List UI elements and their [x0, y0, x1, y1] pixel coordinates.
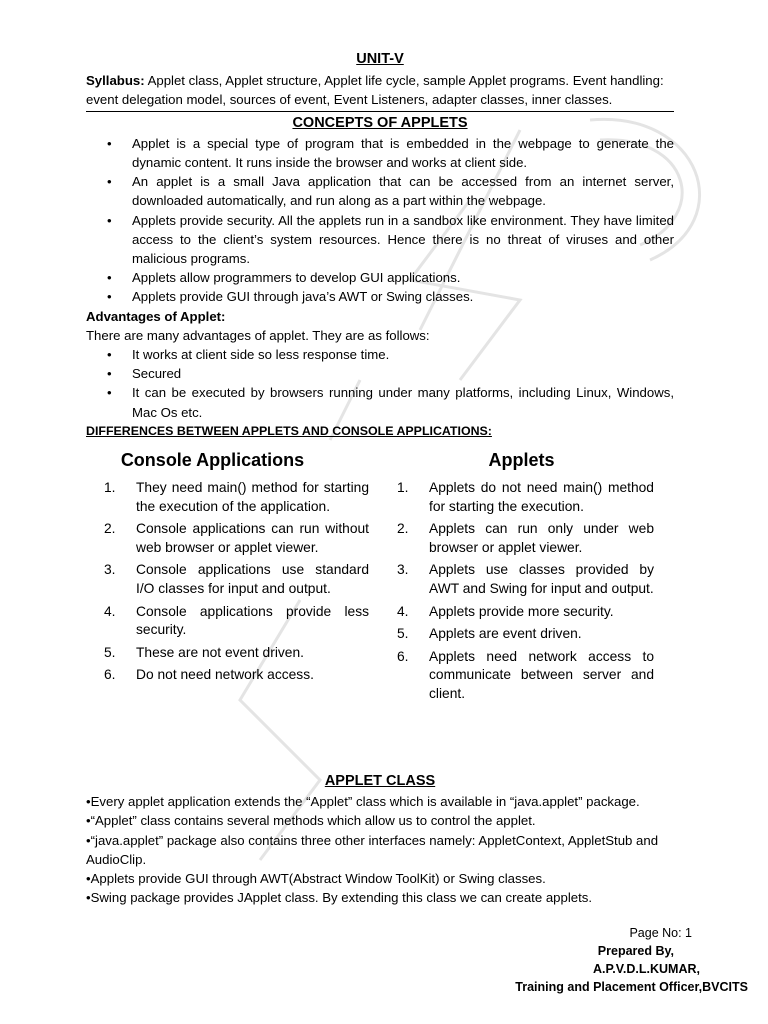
- list-item: [96, 644, 369, 663]
- list-item-text: They need main() method for starting the execution of the application.: [136, 480, 369, 514]
- list-item-text: Secured: [132, 366, 182, 382]
- list-item: [389, 625, 654, 644]
- applet-class-line: •Applets provide GUI through AWT(Abstract Window ToolKit) or Swing classes.: [86, 871, 546, 887]
- bullet-icon: •: [107, 135, 112, 151]
- page-number: Page No: 1: [629, 926, 692, 940]
- list-item-text: Do not need network access.: [136, 667, 314, 683]
- list-item: [389, 603, 654, 622]
- list-item: [96, 603, 369, 640]
- bullet-icon: •: [107, 174, 112, 190]
- list-item-text: Applets use classes provided by AWT and Swing for input and output.: [429, 562, 654, 597]
- item-number: 2.: [397, 521, 409, 537]
- list-item: [96, 561, 369, 598]
- list-item-text: Applets provide security. All the applets run in a sandbox like environment. They have limited access to the client’s system resources. Hence there is no threat of viruses and other malicious programs.: [132, 212, 674, 267]
- applets-title: Applets: [488, 450, 555, 471]
- page-footer: [515, 924, 748, 996]
- list-item: [86, 172, 674, 210]
- item-number: 6.: [397, 648, 409, 664]
- applets-list: [389, 479, 654, 704]
- list-item-text: Console applications can run without web browser or applet viewer.: [136, 521, 369, 555]
- list-item: [96, 520, 369, 557]
- syllabus-paragraph: [86, 71, 674, 111]
- unit-title: UNIT-V: [356, 51, 404, 67]
- item-number: 3.: [397, 562, 409, 578]
- console-applications-column: [96, 449, 369, 689]
- concepts-heading: CONCEPTS OF APPLETS: [292, 114, 468, 131]
- list-item: [389, 520, 654, 557]
- item-number: 4.: [104, 603, 116, 619]
- item-number: 6.: [104, 667, 116, 683]
- author-name: A.P.V.D.L.KUMAR,: [593, 962, 700, 976]
- list-item-text: Console applications use standard I/O classes for input and output.: [136, 562, 369, 597]
- list-item: [86, 364, 674, 383]
- item-number: 2.: [104, 521, 116, 537]
- author-role: Training and Placement Officer,BVCITS: [515, 980, 748, 994]
- item-number: 1.: [397, 480, 409, 496]
- list-item: [96, 666, 369, 685]
- comparison-columns: [86, 449, 674, 749]
- applet-class-line: •“java.applet” package also contains three other interfaces namely: AppletContext, AppletStub and AudioClip.: [86, 832, 659, 867]
- prepared-by-label: Prepared By,: [597, 944, 674, 958]
- syllabus-label: Syllabus:: [86, 73, 145, 89]
- advantages-list: [86, 345, 674, 422]
- list-item: [389, 648, 654, 704]
- list-item: [86, 383, 674, 421]
- item-number: 3.: [104, 562, 116, 578]
- list-item-text: Applets provide GUI through java’s AWT or Swing classes.: [132, 289, 474, 305]
- list-item-text: Applets allow programmers to develop GUI applications.: [132, 270, 461, 286]
- advantages-heading: Advantages of Applet:: [86, 308, 226, 324]
- list-item-text: Console applications provide less security.: [136, 603, 369, 638]
- list-item: [86, 268, 674, 287]
- list-item-text: An applet is a small Java application that can be accessed from an internet server, downloaded automatically, and run along as a part within the webpage.: [132, 174, 674, 209]
- bullet-icon: •: [107, 212, 112, 228]
- applet-class-line: •Every applet application extends the “Applet” class which is available in “java.applet” package.: [86, 794, 640, 810]
- list-item-text: Applets need network access to communicate between server and client.: [429, 648, 654, 701]
- applet-class-section: [86, 770, 686, 907]
- list-item: [86, 345, 674, 364]
- list-item-text: Applet is a special type of program that is embedded in the webpage to generate the dynamic content. It runs inside the browser and works at client side.: [132, 135, 674, 171]
- console-applications-list: [96, 479, 369, 685]
- syllabus-text: Applet class, Applet structure, Applet life cycle, sample Applet programs. Event handling: event delegation model, sources of event, Event Listeners, adapter classes, inner classes.: [86, 73, 664, 108]
- list-item-text: Applets provide more security.: [429, 603, 614, 619]
- list-item: [96, 479, 369, 516]
- advantages-intro: There are many advantages of applet. They are as follows:: [86, 327, 430, 343]
- main-content: [86, 50, 674, 749]
- applet-class-line: •Swing package provides JApplet class. By extending this class we can create applets.: [86, 890, 593, 906]
- bullet-icon: •: [107, 289, 112, 305]
- item-number: 5.: [397, 626, 409, 642]
- bullet-icon: •: [107, 270, 112, 286]
- list-item-text: It works at client side so less response time.: [132, 347, 390, 363]
- list-item-text: Applets can run only under web browser or applet viewer.: [429, 521, 654, 555]
- bullet-icon: •: [107, 347, 112, 363]
- list-item-text: Applets do not need main() method for starting the execution.: [429, 480, 654, 514]
- item-number: 1.: [104, 480, 116, 496]
- list-item-text: It can be executed by browsers running under many platforms, including Linux, Windows, Mac Os etc.: [132, 385, 674, 420]
- concepts-list: [86, 134, 674, 307]
- bullet-icon: •: [107, 385, 112, 401]
- list-item: [86, 134, 674, 172]
- item-number: 5.: [104, 644, 116, 660]
- applet-class-heading: APPLET CLASS: [324, 773, 436, 789]
- applets-column: [389, 449, 654, 708]
- bullet-icon: •: [107, 366, 112, 382]
- list-item: [389, 479, 654, 516]
- applet-class-line: •“Applet” class contains several methods which allow us to control the applet.: [86, 813, 536, 829]
- list-item: [389, 561, 654, 598]
- item-number: 4.: [397, 603, 409, 619]
- console-applications-title: Console Applications: [120, 450, 305, 471]
- list-item-text: These are not event driven.: [136, 644, 304, 660]
- list-item-text: Applets are event driven.: [429, 626, 582, 642]
- list-item: [86, 287, 674, 306]
- list-item: [86, 211, 674, 269]
- differences-heading: DIFFERENCES BETWEEN APPLETS AND CONSOLE APPLICATIONS:: [86, 423, 492, 438]
